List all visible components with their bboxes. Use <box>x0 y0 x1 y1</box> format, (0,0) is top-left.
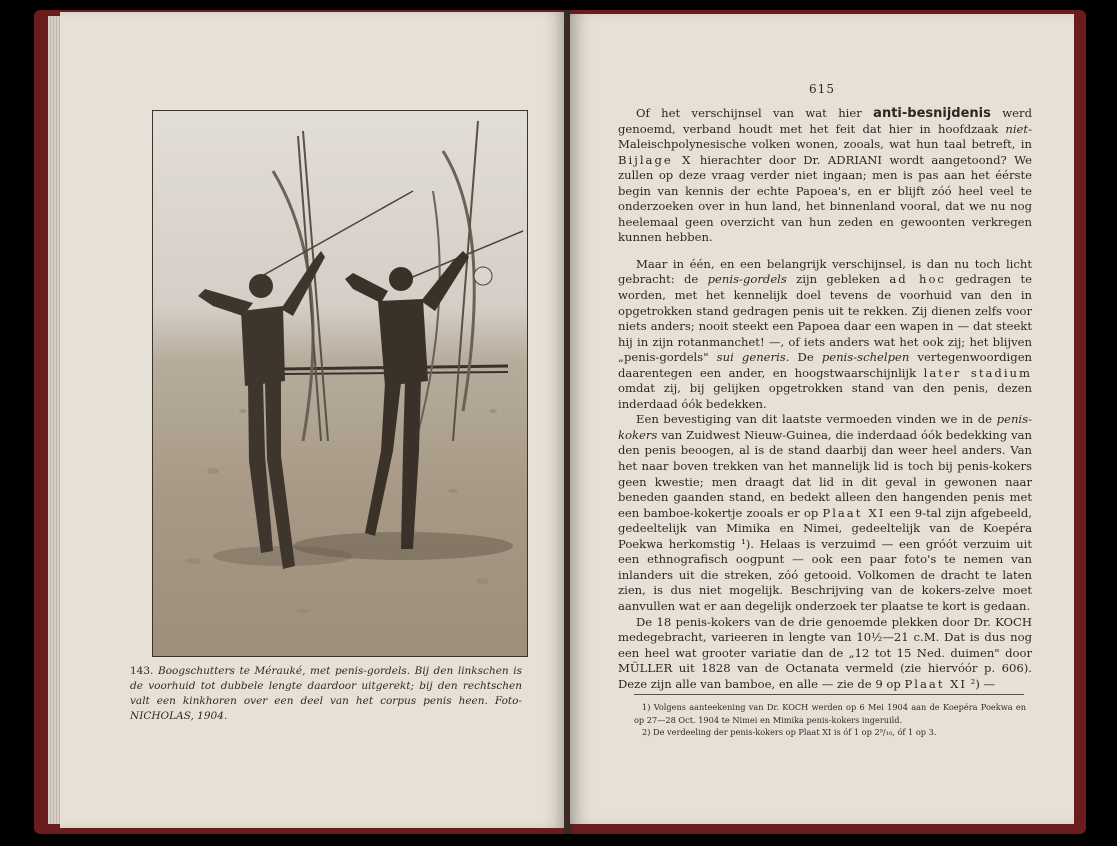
paragraph-3 <box>618 412 1032 614</box>
p2-spaced-ad-hoc: ad hoc <box>889 272 946 287</box>
p1-text-a: Of het verschijnsel van wat hier <box>636 106 874 120</box>
p1-term-anti-besnijdenis: anti-besnijdenis <box>873 106 991 121</box>
p3-ref-plaat-xi: Plaat XI <box>822 505 886 520</box>
paragraph-4 <box>618 615 1032 693</box>
p2-text-c: zijn gebleken <box>786 272 890 287</box>
p4-text-c: ²) — <box>967 676 996 691</box>
left-page <box>60 12 566 828</box>
p2-italic-penis-gordels: penis-gordels <box>707 272 787 287</box>
p1-ref-bijlage: Bijlage X <box>618 152 693 167</box>
footnote-2: 2) De verdeeling der penis-kokers op Plaat XI is óf 1 op 2⁹/₁₀, óf 1 op 3. <box>642 727 937 737</box>
p2-text-i: vertegenwoordigen daarentegen een ander, en hoogstwaarschijnlijk <box>618 350 1033 380</box>
right-page <box>570 14 1074 824</box>
p2-text-k: omdat zij, bij gelijken opgetrokken stand van den penis, dezen inderdaad óók bedekken. <box>618 381 1032 411</box>
page-number: 615 <box>809 82 835 96</box>
p2-italic-penis-schelpen: penis-schelpen <box>821 350 910 365</box>
footnote-rule <box>634 694 1024 695</box>
p2-text-e: gedragen te worden, met het kennelijk doel tevens de voorhuid van den in opgetrokken stand gedragen penis uit te rekken. Zij dienen zelfs voor niets anders; nooit steekt een Papoea daar een wapen in — dat steekt hij in zijn rotanmanchet! —, of iets anders wat het ook zij; het blijven „penis-gordels" <box>618 272 1033 365</box>
p4-text-a: De 18 penis-kokers van de drie genoemde plekken door Dr. KOCH medegebracht, varieeren in lengte van 10½—21 c.M. Dat is dus nog een heel wat grooter variatie dan de „12 tot 15 Ned. duimen" door MÜLLER uit 1828 van de Octanata vermeld (zie hiervóór p. 606). Deze zijn alle van bamboe, en alle — zie de 9 op <box>618 614 1032 691</box>
p2-text-g: . De <box>785 350 822 365</box>
book-spread <box>34 10 1086 834</box>
archers-photograph <box>152 110 528 657</box>
p3-text-c: van Zuidwest Nieuw-Guinea, die inderdaad óók bedekking van den penis beoogen, al is de stand daarbij dan weer heel anders. Van het naar boven trekken van het mannelijk lid is toch bij penis-kokers geen kwestie; men draagt dat lid in dit geval in gewonen naar beneden gaanden stand, en bedekt alleen den hangenden penis met een bamboe-kokertje zooals er op <box>618 427 1032 520</box>
footnote-1: 1) Volgens aanteekening van Dr. KOCH werden op 6 Mei 1904 aan de Koepéra Poekwa en op 27—28 Oct. 1904 te Nimei en Mimika penis-kokers ingeruild. <box>634 702 1026 725</box>
p2-italic-sui-generis: sui generis <box>716 350 786 365</box>
p1-italic-niet: niet <box>1005 121 1029 136</box>
figure-number: 143. <box>130 665 154 677</box>
p4-ref-plaat-xi: Plaat XI <box>904 676 967 691</box>
p2-spaced-later-stadium: later stadium <box>923 365 1032 380</box>
p3-text-a: Een bevestiging van dit laatste vermoeden vinden we in de <box>636 412 997 427</box>
p1-text-e: -Maleischpolynesische volken wonen, zooals, wat hun taal betreft, in <box>618 121 1032 152</box>
caption-text: Boogschutters te Mérauké, met penis-gordels. Bij den linkschen is de voorhuid tot dubbele lengte daardoor uitgerekt; bij den rechtschen valt een kinkhoren over een deel van het corpus penis heen. <box>130 665 523 707</box>
archers-illustration <box>153 111 527 656</box>
p3-italic-penis-kokers: penis-kokers <box>618 412 1032 442</box>
paragraph-1 <box>618 106 1032 246</box>
p2-text-a: Maar in één, en een belangrijk verschijnsel, is dan nu toch licht gebracht: de <box>618 256 1032 287</box>
paragraph-2 <box>618 257 1032 412</box>
p1-text-g: hierachter door Dr. ADRIANI wordt aangetoond? We zullen op deze vraag verder niet ingaan; men is pas aan het éérste begin van kennis der echte Papoea's, en er blijft zóó heel veel te onderzoeken over in hun land, het binnenland vooral, dat we nu nog heelemaal geen overzicht van hun zeden en gewoonten verkregen kunnen hebben. <box>618 152 1032 245</box>
p1-text-c: werd genoemd, verband houdt met het feit dat hier in hoofdzaak <box>618 106 1032 136</box>
p3-text-e: een 9-tal zijn afgebeeld, gedeeltelijk van Mimika en Nimei, gedeeltelijk van de Koepéra Poekwa herkomstig ¹). Helaas is verzuimd — een gróót verzuim uit een ethnografisch oogpunt — ook een paar foto's te nemen van inlanders uit die streken, zóó getooid. Volkomen de dracht te laten zien, is dus niet mogelijk. Beschrijving van de kokers-zelve moet aanvullen wat er aan degelijk onderzoek ter plaatse te kort is gedaan. <box>618 505 1032 613</box>
footnotes <box>634 694 1026 739</box>
figure-caption <box>130 664 522 724</box>
photo-credit: Foto-NICHOLAS, 1904. <box>130 695 522 722</box>
body-text <box>618 106 1032 692</box>
